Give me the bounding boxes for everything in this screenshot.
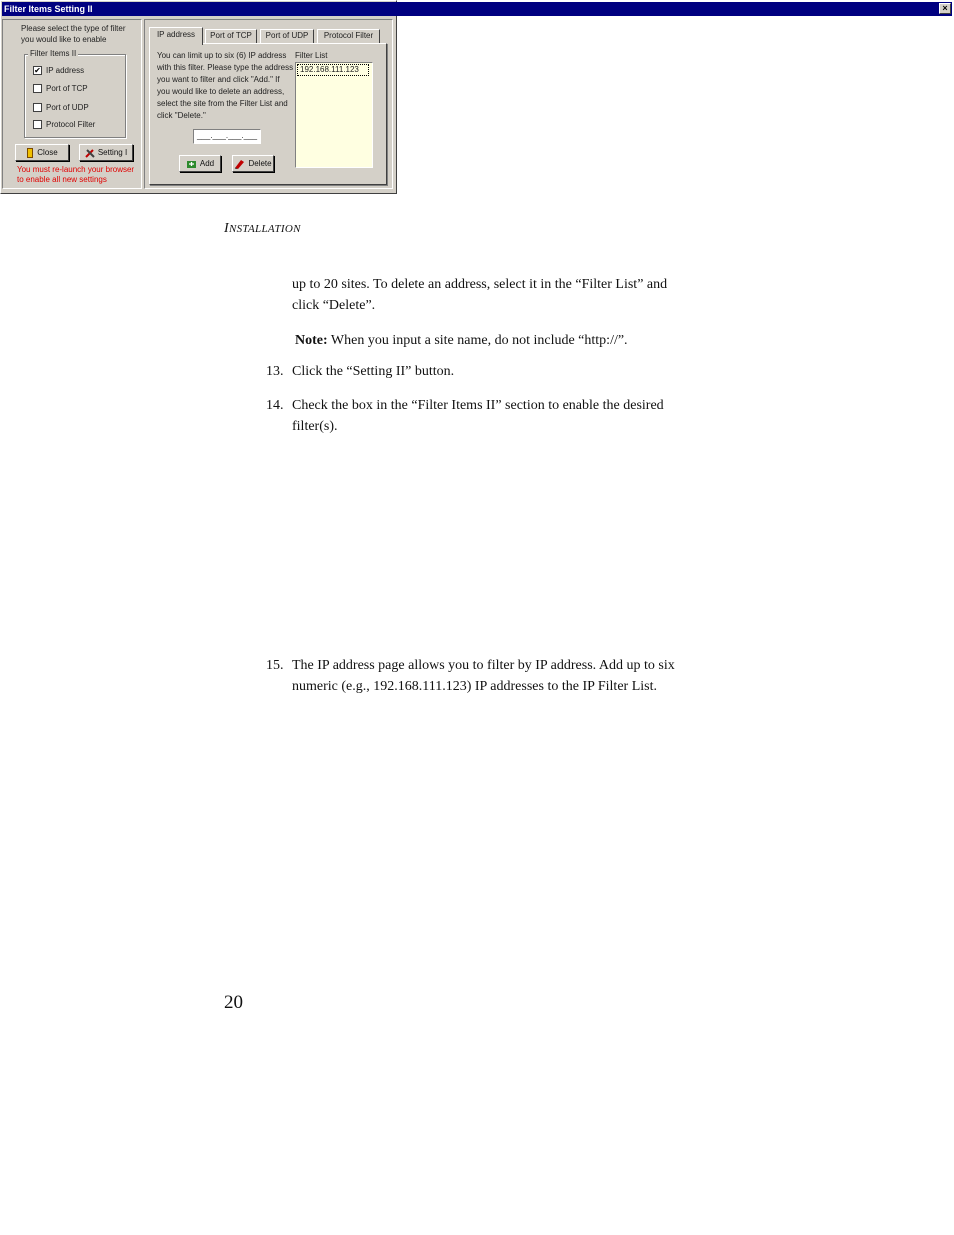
ip-address-input[interactable]: ___.___.___.___ (193, 129, 261, 144)
tab-ip-address[interactable]: IP address (149, 27, 203, 45)
checkbox-box[interactable]: ✔ (34, 66, 41, 76)
paragraph-delete-instructions: up to 20 sites. To delete an address, select it in the “Filter List” and click “Delete”. (292, 277, 668, 313)
dialog-title: Filter Items Setting II (4, 4, 93, 14)
list-item[interactable]: 192.168.111.123 (297, 64, 369, 76)
add-icon (186, 159, 197, 169)
tools-icon (85, 148, 95, 158)
door-icon (26, 148, 34, 158)
checkbox-box[interactable] (33, 120, 42, 129)
right-panel (144, 19, 393, 189)
checkbox-ip-address[interactable]: ✔ IP address (34, 66, 85, 76)
eraser-icon (234, 159, 245, 169)
step-15: 15. (266, 658, 284, 673)
checkbox-port-of-udp[interactable]: Port of UDP (33, 102, 89, 114)
add-button[interactable]: Add (179, 155, 221, 172)
checkbox-box[interactable] (33, 84, 42, 93)
checkbox-protocol-filter[interactable]: Protocol Filter (33, 119, 95, 131)
note: Note: When you input a site name, do not include “http://”. (295, 333, 628, 348)
relaunch-warning: You must re-launch your browser to enable all new settings (17, 165, 135, 184)
left-panel (2, 19, 142, 189)
setting-i-button[interactable]: Setting I (79, 144, 133, 161)
filter-items-dialog (0, 0, 948, 194)
filter-list-label: Filter List (295, 51, 328, 60)
step-13: 13. (266, 364, 284, 379)
dialog-titlebar (2, 2, 952, 16)
page-number: 20 (224, 992, 243, 1013)
delete-button[interactable]: Delete (232, 155, 274, 172)
checkbox-port-of-tcp[interactable]: Port of TCP (33, 83, 88, 95)
close-button[interactable]: Close (15, 144, 69, 161)
checkbox-box[interactable] (33, 103, 42, 112)
intro-text: Please select the type of filter you would like to enable (21, 24, 126, 44)
close-icon[interactable]: × (939, 3, 951, 14)
step-14: 14. (266, 398, 284, 413)
tab-content (149, 43, 387, 185)
tab-port-of-udp[interactable]: Port of UDP (260, 29, 314, 43)
step-14-text: Check the box in the “Filter Items II” section to enable the desired filter(s). (292, 398, 664, 434)
filter-list[interactable] (295, 62, 373, 168)
info-text: You can limit up to six (6) IP address with this filter. Please type the address you want to filter and click "Add." If you would like to delete an address, select the site from the Filter List and click "Delete." (157, 51, 294, 120)
step-15-text: The IP address page allows you to filter by IP address. Add up to six numeric (e.g., 192.168.111.123) IP addresses to the IP Filter List. (292, 658, 675, 694)
tab-protocol-filter[interactable]: Protocol Filter (317, 29, 380, 43)
step-13-text: Click the “Setting II” button. (292, 364, 455, 379)
running-header: INSTALLATION (224, 221, 301, 236)
group-label: Filter Items II (30, 49, 77, 58)
tab-port-of-tcp[interactable]: Port of TCP (205, 29, 257, 43)
